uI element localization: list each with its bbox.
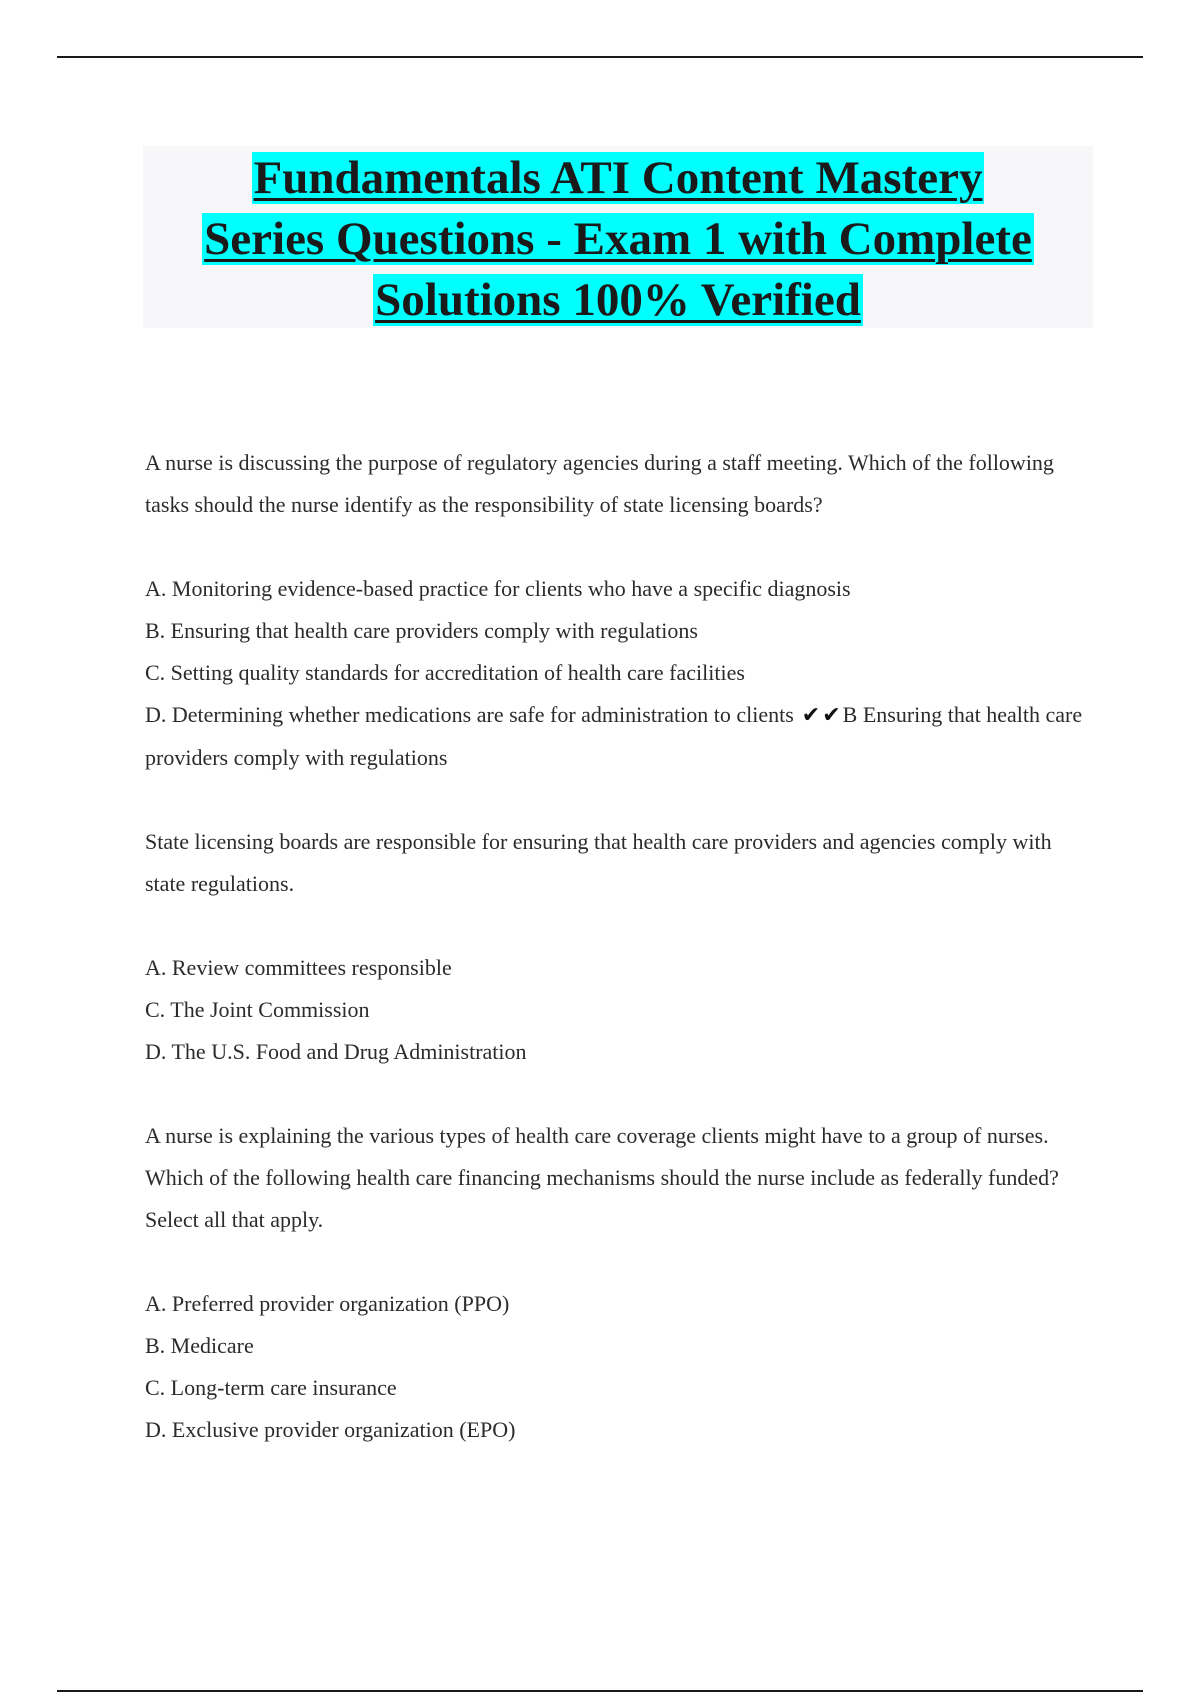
question-2-option-d: D. Exclusive provider organization (EPO) <box>145 1417 516 1442</box>
question-2-option-b: B. Medicare <box>145 1333 254 1358</box>
top-rule <box>57 56 1143 58</box>
title-line-2: Series Questions - Exam 1 with Complete <box>204 213 1032 265</box>
question-1-distractor-a: A. Review committees responsible <box>145 955 452 980</box>
document-body <box>145 442 1090 1451</box>
question-1-distractor-d: D. The U.S. Food and Drug Administration <box>145 1039 527 1064</box>
document-title <box>143 146 1093 331</box>
question-1-answer: B Ensuring that health care providers comply with regulations <box>145 702 1083 770</box>
title-line-1: Fundamentals ATI Content Mastery <box>253 152 983 204</box>
question-1-option-a: A. Monitoring evidence-based practice for clients who have a specific diagnosis <box>145 576 851 601</box>
question-1-distractor-c: C. The Joint Commission <box>145 997 370 1022</box>
question-1-option-b: B. Ensuring that health care providers comply with regulations <box>145 618 698 643</box>
question-1-option-d: D. Determining whether medications are safe for administration to clients <box>145 702 794 727</box>
question-2-option-a: A. Preferred provider organization (PPO) <box>145 1291 510 1316</box>
document-title-block <box>143 146 1093 328</box>
bottom-rule <box>57 1690 1143 1692</box>
question-1-option-c: C. Setting quality standards for accreditation of health care facilities <box>145 660 745 685</box>
question-1-option-d-with-answer <box>145 694 1090 779</box>
title-line-3: Solutions 100% Verified <box>375 274 861 326</box>
question-2-option-c: C. Long-term care insurance <box>145 1375 397 1400</box>
question-2-stem: A nurse is explaining the various types of health care coverage clients might have to a group of nurses. Which of the following health care financing mechanisms should the nurse include as federally funded? Select all that apply. <box>145 1123 1059 1232</box>
question-1-stem: A nurse is discussing the purpose of regulatory agencies during a staff meeting. Which of the following tasks should the nurse identify as the responsibility of state licensing boards? <box>145 450 1054 517</box>
checkmark-icon: ✔✔ <box>801 703 843 728</box>
question-1-rationale: State licensing boards are responsible for ensuring that health care providers and agencies comply with state regulations. <box>145 829 1052 896</box>
